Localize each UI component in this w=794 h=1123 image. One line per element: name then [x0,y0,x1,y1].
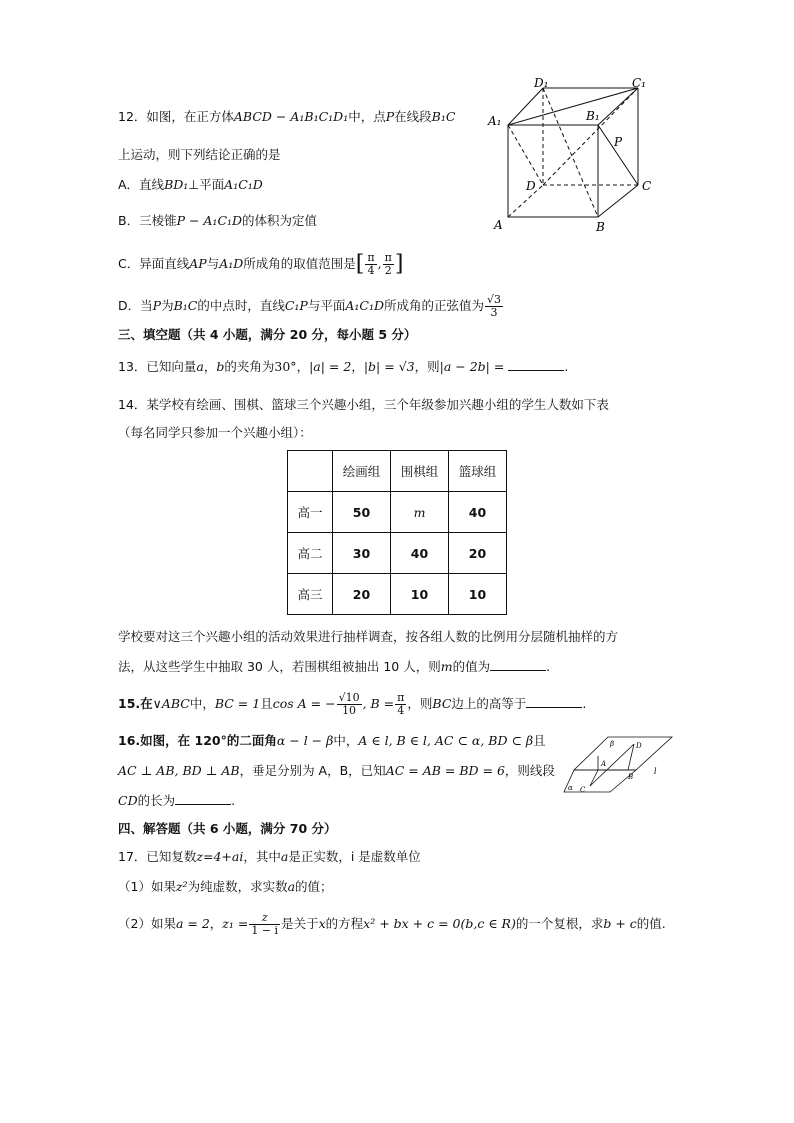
q13-vec-a: a [196,359,204,374]
cube-figure [486,78,656,236]
q15-text3: 边上的高等于 [451,696,527,711]
opt-b-text: B．三棱锥 [118,213,177,228]
q13-angle: 30° [274,359,297,374]
table-header-cell: 围棋组 [391,451,449,492]
label-a1: A₁ [488,114,502,128]
q16-text3: 且 [533,733,546,748]
opt-d-math2: C₁P [284,298,308,313]
q14-line1: 14．某学校有绘画、围棋、篮球三个兴趣小组，三个年级参加兴趣小组的学生人数如下表 [118,397,609,412]
opt-a-text: A．直线 [118,177,165,192]
frac-pi-2 [383,252,394,277]
q14-text2: 的值为 [452,659,491,674]
table-header-cell: 绘画组 [333,451,391,492]
dihedral-figure [562,734,674,798]
table-row [288,574,507,615]
frac-den: 10 [342,704,357,717]
q13-end: . [564,359,569,374]
q13: 13．已知向量a，b的夹角为30°，|a| = 2，|b| = √3，则|a − 2b| = . [118,359,569,374]
q16-end: . [231,793,236,808]
opt-d-text4: 与平面 [307,298,346,313]
table-cell: 20 [333,574,391,615]
table-cell: 20 [449,533,507,574]
frac-den: 2 [384,264,392,277]
q15-b: , B = [362,696,395,711]
q16-text5: ，则线段 [504,763,555,778]
table-cell: 高一 [288,492,333,533]
q17-z: z=4+ai [196,849,244,864]
q14-line3: 学校要对这三个兴趣小组的活动效果进行抽样调查，按各组人数的比例用分层随机抽样的方 [118,629,619,644]
q13-answer-blank[interactable] [508,358,564,371]
frac-den: 4 [367,264,375,277]
q13-mag-b: |b| = √3 [363,359,415,374]
q15-and: 且 [260,696,273,711]
q17-a: a [280,849,289,864]
q17-p2-text5: 的值. [636,916,666,931]
table-cell: 10 [449,574,507,615]
table-header-row [288,451,507,492]
q16-answer-blank[interactable] [175,792,231,805]
frac-z-1-i [249,912,280,937]
q13-text: 13．已知向量 [118,359,197,374]
q17-p2-a: a = 2 [175,916,210,931]
opt-d-point: P [152,298,162,313]
q17-p1-a: a [287,879,296,894]
label-b: B [628,773,634,781]
label-d1: D₁ [534,78,549,90]
q17-part2 [118,912,666,937]
q17-p2-x: x [318,916,326,931]
q15-triangle: ∨ABC [152,696,190,711]
table-header-cell: 篮球组 [449,451,507,492]
bracket-right: ] [394,251,404,277]
q15-end: . [582,696,587,711]
q15-answer-blank[interactable] [526,695,582,708]
q15-bc: BC = 1 [214,696,261,711]
interest-group-table [287,450,507,615]
q17-p2-text2: 是关于 [281,916,319,931]
q17-part1 [118,878,333,896]
opt-d-math1: B₁C [173,298,198,313]
q14-end: . [546,659,551,674]
opt-d-text3: 的中点时，直线 [197,298,285,313]
q17-p1-text: （1）如果 [118,879,176,894]
q17-p2-sep: ， [209,916,223,931]
q15-text2: ，则 [407,696,433,711]
q16-perp: AC ⊥ AB, BD ⊥ AB [118,763,240,778]
q16-cond: A ∈ l, B ∈ l, AC ⊂ α, BD ⊂ β [358,733,534,748]
table-row [288,492,507,533]
frac-num: π [397,691,405,704]
opt-a-math2: A₁C₁D [224,177,263,192]
opt-b-math: P − A₁C₁D [176,213,243,228]
q16-line1 [118,732,546,750]
q17-text3: 是正实数，i 是虚数单位 [288,849,421,864]
frac-pi-4 [395,692,406,717]
label-c: C [642,179,652,193]
frac-num: √3 [487,293,502,306]
q17-p1-z2: z² [175,879,188,894]
q15-cos: cos A = − [272,696,336,711]
q12-text2: 中，点 [348,109,386,124]
q17-stem [118,848,421,866]
q14-line4 [118,658,550,676]
q17-text: 17．已知复数 [118,849,197,864]
q13-text2: 的夹角为 [224,359,275,374]
q17-text2: ，其中 [243,849,281,864]
opt-c-text2: 与 [206,256,220,271]
q13-text3: ，则 [414,359,440,374]
label-b: B [596,220,605,234]
frac-den: 3 [490,306,498,319]
q17-p1-text3: 的值； [295,879,333,894]
frac-sqrt3-3 [485,294,503,319]
table-cell: 40 [449,492,507,533]
q16-text6: 的长为 [137,793,176,808]
label-c1: C₁ [632,78,646,90]
q12-option-a [118,176,263,194]
table-cell: 高三 [288,574,333,615]
q16-lengths: AC = AB = BD = 6 [385,763,505,778]
q13-mag-a: |a| = 2 [309,359,352,374]
label-p: P [614,135,623,149]
q16-text2: 中， [333,733,359,748]
q15-number: 15.在 [118,696,153,711]
q17-p2-equation: x² + bx + c = 0(b,c ∈ R) [363,916,516,931]
q16-cd: CD [118,793,138,808]
q12-text: 12．如图，在正方体 [118,109,234,124]
q15-bc2: BC [432,696,452,711]
opt-c-text: C．异面直线 [118,256,190,271]
q17-p2-text4: 的一个复根，求 [515,916,604,931]
q17-p2-text3: 的方程 [325,916,364,931]
q16-text: 16.如图，在 120°的二面角 [118,733,277,748]
q12-line1 [118,108,455,126]
frac-sqrt10-10 [337,692,362,717]
table-cell: 高二 [288,533,333,574]
q12-option-d [118,294,504,319]
q12-option-b [118,212,317,230]
q12-point: P [385,109,395,124]
q12-line2: 上运动，则下列结论正确的是 [118,147,281,162]
opt-c-text3: 所成角的取值范围是 [243,256,356,271]
label-l: l [654,767,657,776]
opt-d-text: D．当 [118,298,153,313]
frac-den: 4 [397,704,405,717]
table-cell: 10 [391,574,449,615]
opt-d-text5: 所成角的正弦值为 [384,298,485,313]
frac-num: z [249,912,280,925]
opt-a-text2: ⊥平面 [188,177,225,192]
table-cell: m [391,492,449,533]
label-a: A [601,760,607,768]
q15 [118,692,586,717]
q13-expr: |a − 2b| = [439,359,505,374]
q14-text: 法，从这些学生中抽取 30 人，若围棋组被抽出 10 人，则 [118,659,441,674]
q17-p1-text2: 为纯虚数，求实数 [187,879,288,894]
label-beta: β [610,740,615,748]
opt-d-text2: 为 [161,298,174,313]
label-d: D [636,742,642,750]
table-header-cell [288,451,333,492]
q17-p2-z1: z₁ = [222,916,249,931]
q16-line3 [118,792,235,810]
opt-c-math1: AP [189,256,207,271]
frac-den: 1 − i [251,924,279,937]
q12-text3: 在线段 [394,109,432,124]
q17-p2-bc: b + c [603,916,637,931]
opt-b-text2: 的体积为定值 [242,213,318,228]
table-cell: 50 [333,492,391,533]
q16-dihedral: α − l − β [276,733,334,748]
q12-cube: ABCD − A₁B₁C₁D₁ [233,109,349,124]
frac-pi-4 [365,252,376,277]
q13-vec-b: b [216,359,225,374]
q13-sep: ， [203,359,217,374]
label-a: A [494,218,503,232]
q12-option-c: C．异面直线AP与A₁D所成角的取值范围是[ $\frac{\pi}{4}$ , $\frac{\pi}{2}$ ] [118,251,404,277]
label-d: D [526,179,536,193]
label-alpha: α [568,784,573,792]
label-c: C [580,786,586,794]
opt-c-math2: A₁D [219,256,244,271]
opt-a-math1: BD₁ [164,177,189,192]
section-4-heading: 四、解答题（共 6 小题，满分 70 分） [118,821,337,836]
section-3-heading: 三、填空题（共 4 小题，满分 20 分，每小题 5 分） [118,327,417,342]
q14-var-m: m [440,659,453,674]
q16-line2 [118,762,555,780]
table-row [288,533,507,574]
q15-text: 中， [189,696,215,711]
q17-p2-text: （2）如果 [118,916,176,931]
label-b1: B₁ [586,109,600,123]
frac-num: π [367,251,375,264]
q14-line2: （每名同学只参加一个兴趣小组）： [118,425,312,440]
table-cell: 40 [391,533,449,574]
q16-text4: ，垂足分别为 A，B，已知 [239,763,386,778]
table-cell: 30 [333,533,391,574]
frac-num: √10 [338,691,360,704]
bracket-left: [ [355,251,365,277]
q12-segment: B₁C [431,109,456,124]
q14-answer-blank[interactable] [490,658,546,671]
frac-num: π [384,251,392,264]
opt-d-math3: A₁C₁D [345,298,385,313]
